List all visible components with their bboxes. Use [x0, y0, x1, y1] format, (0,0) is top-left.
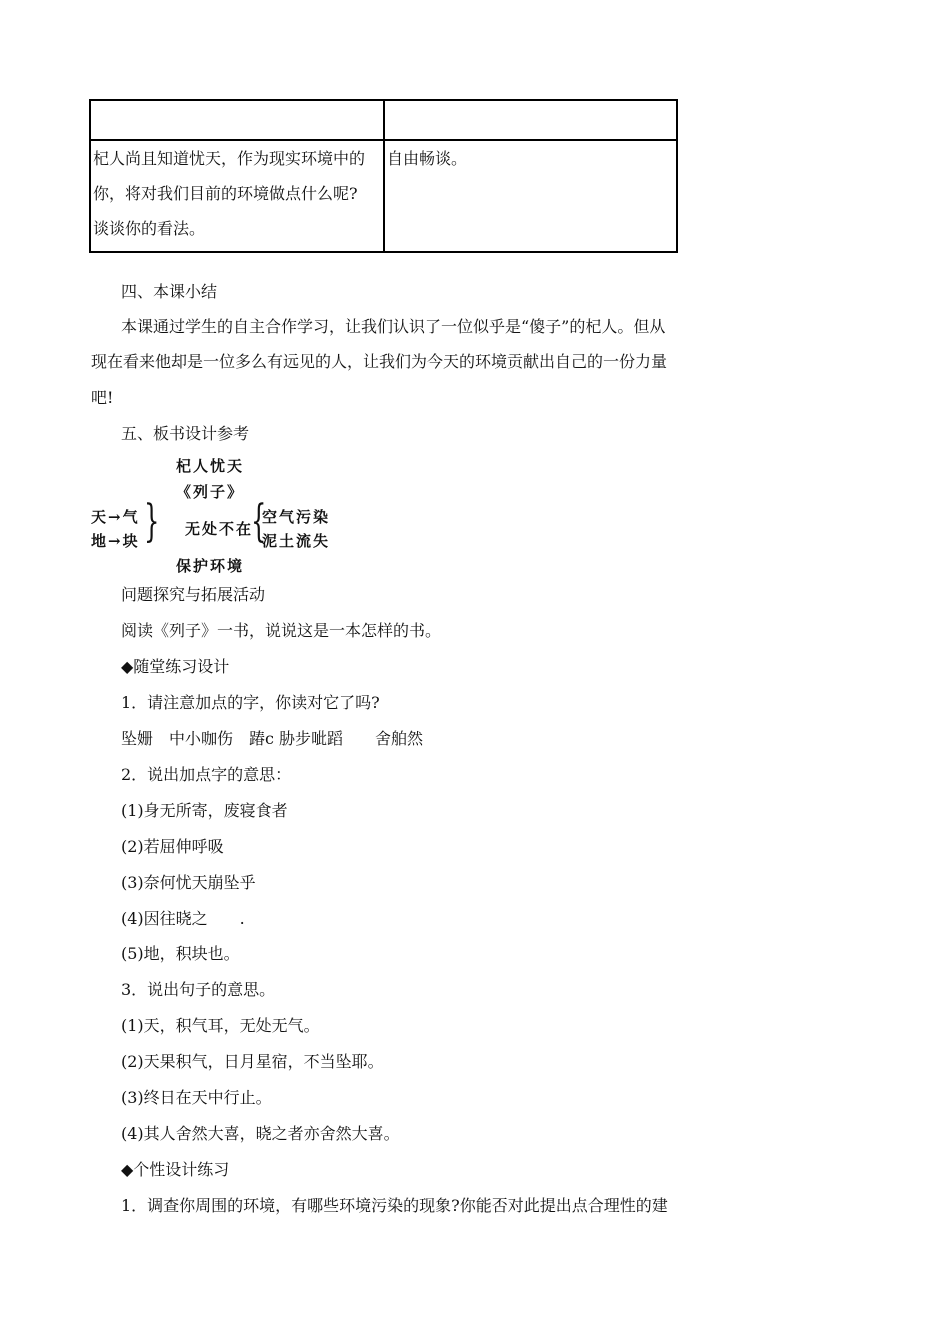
table-header-row	[90, 100, 677, 140]
table-cell-answer	[384, 140, 677, 252]
practice-q2-item-1: (1)身无所寄，废寝食者	[121, 801, 288, 820]
activity-heading: 问题探究与拓展活动	[121, 585, 266, 604]
summary-line-2: 现在看来他却是一位多么有远见的人，让我们为今天的环境贡献出自己的一份力量	[91, 352, 668, 371]
question-line-2: 你，将对我们目前的环境做点什么呢?	[93, 184, 358, 203]
question-line-1: 杞人尚且知道忧天，作为现实环境中的	[93, 149, 366, 168]
table-header-left	[90, 100, 384, 140]
practice-q2-item-2: (2)若屈伸呼吸	[121, 837, 224, 856]
practice-q2: 2．说出加点字的意思：	[121, 765, 292, 784]
discussion-table	[89, 99, 678, 253]
practice-q2-item-5: (5)地，积块也。	[121, 944, 240, 963]
summary-line-1: 本课通过学生的自主合作学习，让我们认识了一位似乎是“傻子”的杞人。但从	[121, 317, 666, 336]
practice-q3-item-2: (2)天果积气，日月星宿，不当坠耶。	[121, 1052, 384, 1071]
practice-q2-item-4: (4)因往晓之 .	[121, 909, 245, 928]
table-header-right	[384, 100, 677, 140]
right-brace-icon: }	[144, 496, 160, 547]
board-left-bottom: 地→块	[91, 532, 140, 550]
answer-text: 自由畅谈。	[387, 149, 468, 168]
practice-q1-words: 坠姗 中小咖伤 踳c 胁步呲蹈 舍舶然	[121, 729, 424, 748]
summary-line-3: 吧!	[91, 388, 114, 407]
practice-q3-item-1: (1)天，积气耳，无处无气。	[121, 1016, 320, 1035]
board-bottom: 保护环境	[176, 557, 245, 575]
section-heading-summary: 四、本课小结	[121, 282, 218, 301]
practice-q3: 3．说出句子的意思。	[121, 980, 276, 999]
practice-heading: ◆随堂练习设计	[121, 657, 230, 676]
board-right-top: 空气污染	[262, 508, 331, 526]
board-right-bottom: 泥土流失	[262, 532, 331, 550]
table-cell-question	[90, 140, 384, 252]
activity-text: 阅读《列子》一书，说说这是一本怎样的书。	[121, 621, 442, 640]
table-row	[90, 140, 677, 252]
practice-q1: 1．请注意加点的字，你读对它了吗?	[121, 693, 380, 712]
practice-q3-item-3: (3)终日在天中行止。	[121, 1088, 272, 1107]
personal-q1: 1．调查你周围的环境，有哪些环境污染的现象?你能否对此提出点合理性的建	[121, 1196, 668, 1215]
left-brace-icon: {	[251, 496, 267, 547]
board-left-top: 天→气	[91, 508, 140, 526]
board-title: 杞人忧天	[176, 457, 245, 475]
question-line-3: 谈谈你的看法。	[93, 219, 206, 238]
personal-heading: ◆个性设计练习	[121, 1160, 230, 1179]
board-center: 无处不在	[185, 520, 254, 538]
board-source: 《列子》	[176, 483, 245, 501]
practice-q3-item-4: (4)其人舍然大喜，晓之者亦舍然大喜。	[121, 1124, 400, 1143]
practice-q2-item-3: (3)奈何忧天崩坠乎	[121, 873, 256, 892]
section-heading-board: 五、板书设计参考	[121, 424, 250, 443]
